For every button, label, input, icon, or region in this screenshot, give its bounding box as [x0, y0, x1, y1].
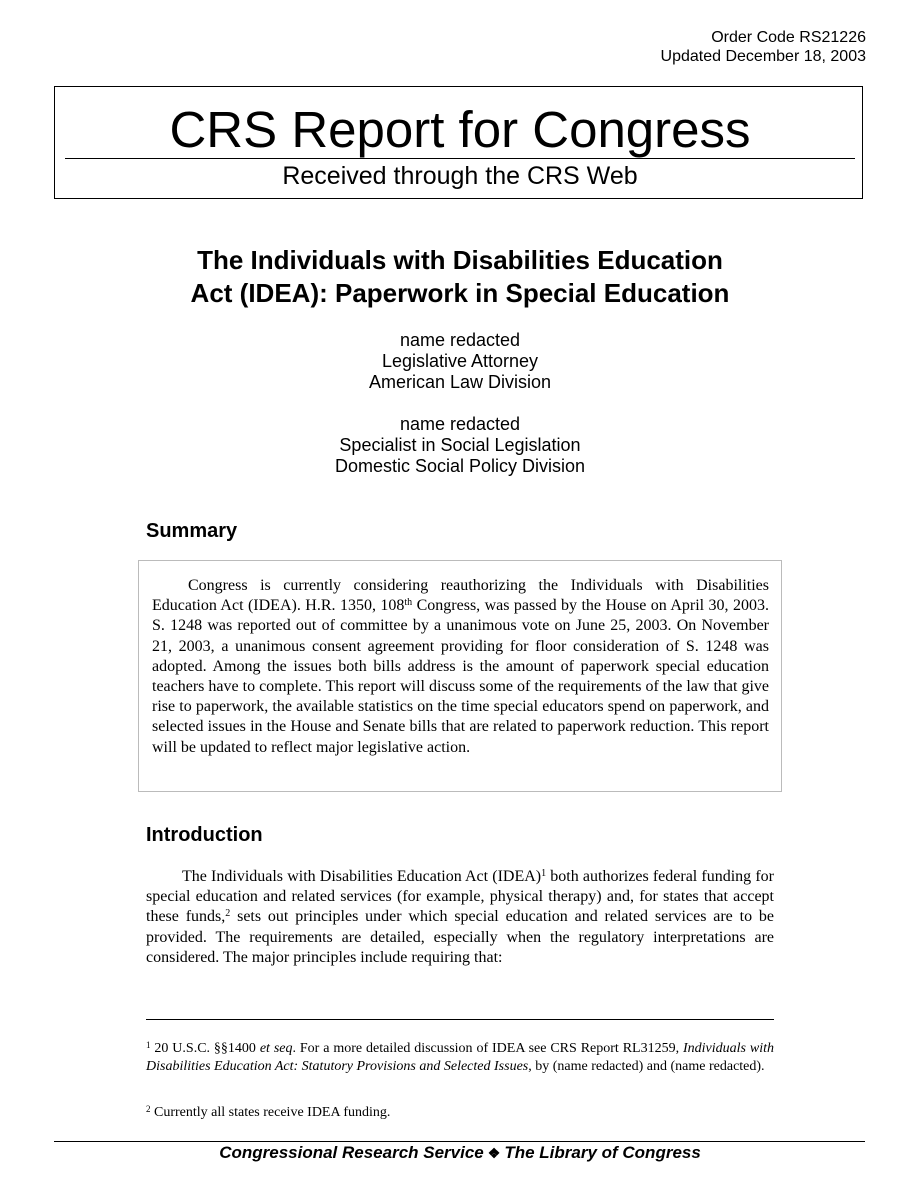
- footnote-2: [146, 1104, 774, 1122]
- author-title: Legislative Attorney: [381, 351, 539, 371]
- intro-text-part1: The Individuals with Disabilities Education Act (IDEA): [182, 868, 542, 885]
- summary-text-part2: Congress, was passed by the House on April 30, 2003. S. 1248 was reported out of committee by a unanimous vote on June 25, 2003. On November 21, 2003, a unanimous consent agreement providing for floor consideration of S. 1248 was adopted. Among the issues both bills address is the amount of paperwork special education teachers have to complete. This report will discuss some of the requirements of the law that give rise to paperwork, the available statistics on the time special educators spend on paperwork, and selected issues in the House and Senate bills that are related to paperwork reduction. This report will be updated to reflect major legislative action.: [152, 597, 769, 756]
- author-division: American Law Division: [368, 372, 552, 392]
- introduction-text: [146, 867, 774, 968]
- diamond-icon: ❖: [487, 1145, 501, 1161]
- footer: [0, 1143, 920, 1163]
- document-title-line2: Act (IDEA): Paperwork in Special Education: [190, 278, 730, 308]
- footnote-italic: et seq: [259, 1041, 293, 1056]
- banner-title: CRS Report for Congress: [169, 101, 751, 158]
- footer-right: The Library of Congress: [504, 1143, 701, 1162]
- author-division: Domestic Social Policy Division: [334, 456, 586, 476]
- footnote-number: 1: [146, 1040, 151, 1050]
- intro-text-part3: sets out principles under which special education and related services are to be provided. The requirements are detailed, especially when the regulatory interpretations are considered. The major principles include requiring that:: [146, 908, 774, 966]
- document-title: [0, 244, 920, 310]
- author-title: Specialist in Social Legislation: [339, 435, 581, 455]
- footnote-divider: [146, 1019, 774, 1020]
- summary-heading: Summary: [146, 520, 238, 542]
- footnote-ref-1: 1: [541, 868, 547, 879]
- summary-text: [152, 576, 769, 758]
- footer-left: Congressional Research Service: [219, 1143, 484, 1162]
- footnote-1: [146, 1040, 774, 1076]
- banner-subtitle: Received through the CRS Web: [282, 162, 638, 190]
- summary-text-part1: Congress is currently considering reauthorizing the Individuals with Disabilities Education Act (IDEA). H.R. 1350, 108: [152, 577, 769, 615]
- banner-divider: [65, 158, 855, 159]
- author-block-1: [0, 330, 920, 393]
- footnote-italic-title: Individuals with Disabilities Education Act: Statutory Provisions and Selected Issues: [146, 1041, 775, 1074]
- intro-text-part2: both authorizes federal funding for special education and related services (for example, physical therapy) and, for states that accept these funds,: [146, 868, 774, 926]
- order-code: Order Code RS21226: [711, 29, 866, 46]
- order-code-block: [661, 28, 866, 66]
- footer-divider: [54, 1141, 865, 1142]
- footnote-number: 2: [146, 1104, 151, 1114]
- footnote-text: . For a more detailed discussion of IDEA see CRS Report RL31259,: [292, 1041, 683, 1056]
- author-name: name redacted: [399, 414, 521, 434]
- introduction-heading: Introduction: [146, 824, 263, 846]
- summary-superscript: th: [404, 597, 413, 609]
- footnote-text: Currently all states receive IDEA funding.: [150, 1105, 391, 1120]
- document-title-line1: The Individuals with Disabilities Education: [197, 245, 723, 275]
- updated-date: Updated December 18, 2003: [660, 48, 866, 65]
- author-block-2: [0, 414, 920, 477]
- footnote-text: , by (name redacted) and (name redacted).: [528, 1059, 765, 1074]
- footnote-text: 20 U.S.C. §§1400: [150, 1041, 260, 1056]
- author-name: name redacted: [399, 330, 521, 350]
- footnote-ref-2: 2: [225, 908, 231, 920]
